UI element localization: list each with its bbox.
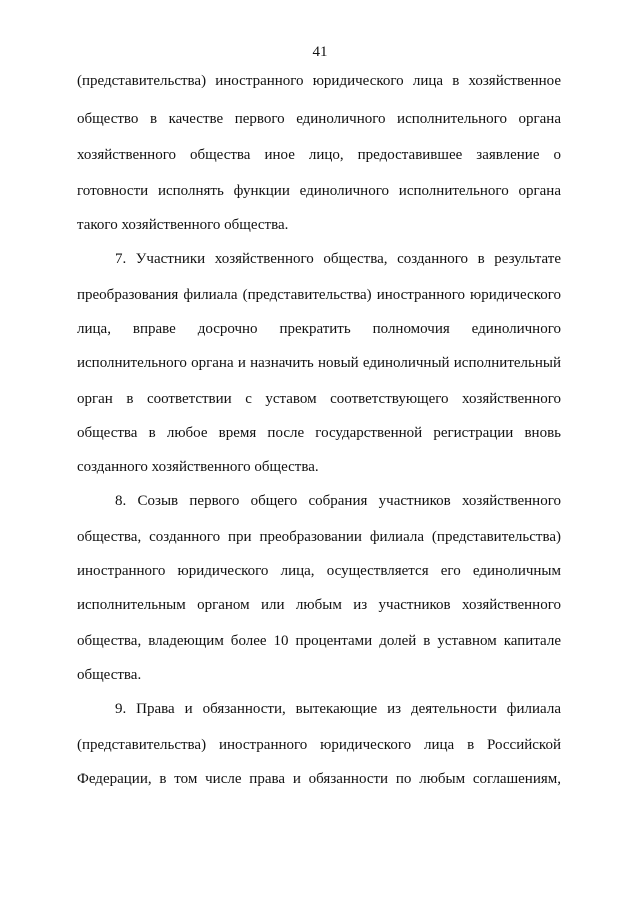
text-line: лица, вправе досрочно прекратить полномочия единоличного — [77, 321, 561, 337]
text-line: общества, созданного при преобразовании филиала (представительства) — [77, 529, 561, 545]
text-line: (представительства) иностранного юридического лица в Российской — [77, 737, 561, 753]
text-line: преобразования филиала (представительства) иностранного юридического — [77, 287, 561, 303]
text-line: 8. Созыв первого общего собрания участников хозяйственного — [115, 493, 561, 509]
text-line: (представительства) иностранного юридического лица в хозяйственное — [77, 73, 561, 89]
text-line: 7. Участники хозяйственного общества, созданного в результате — [115, 251, 561, 267]
text-line: орган в соответствии с уставом соответствующего хозяйственного — [77, 391, 561, 407]
text-line: общество в качестве первого единоличного исполнительного органа — [77, 111, 561, 127]
page-number: 41 — [312, 44, 328, 60]
text-line: общества. — [77, 667, 142, 683]
text-line: готовности исполнять функции единоличного исполнительного органа — [77, 183, 561, 199]
text-line: такого хозяйственного общества. — [77, 217, 289, 233]
text-line: хозяйственного общества иное лицо, предоставившее заявление о — [77, 147, 561, 163]
text-line: общества, владеющим более 10 процентами долей в уставном капитале — [77, 633, 561, 649]
text-line: исполнительным органом или любым из участников хозяйственного — [77, 597, 561, 613]
text-line: 9. Права и обязанности, вытекающие из деятельности филиала — [115, 701, 561, 717]
text-line: созданного хозяйственного общества. — [77, 459, 319, 475]
text-line: общества в любое время после государственной регистрации вновь — [77, 425, 561, 441]
text-line: Федерации, в том числе права и обязанности по любым соглашениям, — [77, 771, 561, 787]
text-line: иностранного юридического лица, осуществляется его единоличным — [77, 563, 561, 579]
text-line: исполнительного органа и назначить новый единоличный исполнительный — [77, 355, 561, 371]
